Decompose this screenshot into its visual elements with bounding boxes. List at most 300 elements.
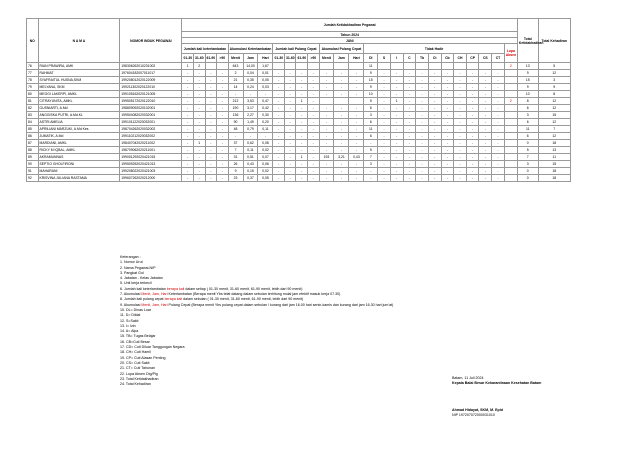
table-row [27,119,601,126]
table-row [27,140,601,147]
row-absence [466,63,479,70]
row-late-count: - [182,98,194,105]
row-late-count: - [182,126,194,133]
row-late-accum: 0,20 [258,119,273,126]
row-no: 88 [27,147,39,154]
row-late-accum: 0,37 [243,175,258,182]
row-early-accum: 193 [319,154,334,161]
row-total-kehadiran: 8 [538,91,570,98]
row-nip: 199505172020122010 [120,98,182,105]
row-dl: 5 [364,147,378,154]
row-late-accum: 0,08 [258,140,273,147]
row-late-count: - [205,91,217,98]
row-nip: 199105162020121005 [120,91,182,98]
row-absence: - [466,133,479,140]
row-absence: - [378,105,391,112]
row-absence: - [403,77,416,84]
row-early-count: - [284,119,296,126]
row-no: 89 [27,154,39,161]
row-absence: - [466,105,479,112]
row-early-accum: - [319,112,334,119]
row-early-accum: - [349,147,364,154]
row-absence: - [403,133,416,140]
col-total-kehadiran: Total Kehadiran [538,19,570,63]
row-late-count: - [217,70,229,77]
row-no: 80 [27,91,39,98]
row-absence: - [378,140,391,147]
row-late-count: - [205,140,217,147]
row-absence: - [454,175,467,182]
row-early-count: - [307,70,319,77]
legend-text: 9. Akumulasi [120,302,142,307]
row-absence: - [403,161,416,168]
row-late-accum: 2 [228,70,243,77]
legend-item [120,303,393,308]
legend-item: 3. Pangkat Gol [120,270,144,275]
row-absence: - [479,126,492,133]
row-early-accum: 0,43 [349,154,364,161]
row-late-accum: 7 [228,147,243,154]
row-late-count: - [182,77,194,84]
row-early-count: - [284,147,296,154]
row-total-ketidakhadiran: 13 [517,63,538,70]
row-nama: MELYANA, SKM [38,84,120,91]
subhead-late-range: 61-90 [205,54,217,63]
row-lupa-absen: 2 [504,63,517,70]
row-early-count: - [296,168,308,175]
row-early-count [273,63,285,70]
row-early-accum: - [349,77,364,84]
legend-item: 22. Lupa Absen Dtg/Plg [120,371,158,376]
row-lupa-absen [504,140,517,147]
legend-item: 15. TB= Tugas Belajar [120,334,156,339]
legend-item: 11. D= Diklat [120,313,141,318]
row-late-accum: 0,07 [258,154,273,161]
row-late-count: - [182,119,194,126]
row-early-accum: - [349,168,364,175]
row-absence: - [454,84,467,91]
legend-item: 16. CB=Cuti Besar [120,339,150,344]
row-early-count: - [307,168,319,175]
row-absence: - [428,147,441,154]
row-absence: - [390,112,403,119]
row-early-count: - [307,77,319,84]
row-nama: MEGGI LAKERPI, AMKL [38,91,120,98]
row-total-kehadiran: 18 [538,175,570,182]
row-late-count: - [193,119,205,126]
row-early-count: - [284,161,296,168]
row-lupa-absen [504,70,517,77]
row-absence: - [416,70,429,77]
row-absence: - [416,161,429,168]
row-absence: - [428,133,441,140]
row-nama: RIAN PRAWIRA, AMK [38,63,120,70]
row-absence: - [479,154,492,161]
row-early-count: - [284,105,296,112]
signature-nip: NIP 197207072000031010 [452,412,495,417]
row-late-count [205,63,217,70]
row-absence: - [378,119,391,126]
row-absence: - [390,168,403,175]
row-late-count: - [205,119,217,126]
row-absence: - [492,140,505,147]
row-total-kehadiran: 7 [538,126,570,133]
row-no: 84 [27,119,39,126]
row-early-count: - [296,147,308,154]
row-absence: - [441,119,454,126]
legend-text: 7. Akumulasi [120,292,142,297]
row-absence: - [479,119,492,126]
subhead-absence-type: Cb [441,54,454,63]
row-absence: - [403,140,416,147]
row-nama: RAHMAT [38,70,120,77]
row-dl: 6 [364,119,378,126]
row-early-count: - [307,175,319,182]
subhead-late-range: 31-60 [193,54,205,63]
table-row [27,112,601,119]
row-early-count: - [273,98,285,105]
row-absence: - [378,77,391,84]
row-absence [378,63,391,70]
row-early-count: - [296,112,308,119]
row-late-count: - [217,105,229,112]
row-absence: - [492,105,505,112]
row-dl: - [364,175,378,182]
row-late-count: - [217,84,229,91]
row-early-accum: - [319,126,334,133]
row-late-accum: 0,05 [258,175,273,182]
row-early-count: - [307,84,319,91]
row-absence: - [441,98,454,105]
row-absence: - [378,91,391,98]
row-total-kehadiran: 12 [538,119,570,126]
row-early-count: - [273,147,285,154]
legend-item: 24. Total Kehadiran [120,382,151,387]
row-absence: - [416,154,429,161]
row-early-count: - [296,70,308,77]
row-no: 79 [27,84,39,91]
row-absence: - [428,175,441,182]
row-early-count: - [273,112,285,119]
row-total-ketidakhadiran: 15 [517,77,538,84]
row-absence: - [390,175,403,182]
col-tidak-hadir: Tidak Hadir [364,44,504,54]
row-dl: - [364,140,378,147]
row-late-accum: 0,47 [258,98,273,105]
legend-item: 14. A= Alpa [120,329,139,334]
row-absence: - [492,84,505,91]
legend-text: Pulang Cepat (Berapa menit Ybs pulang cepat dalam sebulan / kurang dari jam 16.00 hari senin-kamis dan kurang dari jam 16.30 hari jum'at) [167,302,394,307]
row-nip: 199607262020212000 [120,175,182,182]
row-absence: - [479,98,492,105]
row-late-accum: 0,24 [243,84,258,91]
row-absence [479,63,492,70]
row-late-count: - [205,77,217,84]
row-absence: - [441,147,454,154]
row-late-count: - [217,161,229,168]
row-absence: - [390,84,403,91]
row-late-count: - [217,77,229,84]
row-nip: 199110212020032002 [120,133,182,140]
row-late-count: - [193,98,205,105]
row-early-count: - [307,98,319,105]
row-lupa-absen [504,161,517,168]
row-early-count: - [307,147,319,154]
row-early-accum: - [319,168,334,175]
table-row [27,154,601,161]
row-late-accum: 2,27 [243,112,258,119]
row-absence: - [390,147,403,154]
row-absence: - [454,98,467,105]
row-absence: - [416,112,429,119]
row-late-count: - [205,112,217,119]
col-akumulasi-pulang: Akumulasi Pulang Cepat [319,44,364,54]
row-no: 91 [27,168,39,175]
row-no: 83 [27,112,39,119]
row-nip: 199101122020032001 [120,119,182,126]
row-early-count: - [273,70,285,77]
row-absence: - [390,140,403,147]
row-absence: - [403,70,416,77]
row-absence: - [479,161,492,168]
row-early-count: - [284,140,296,147]
row-absence: - [454,161,467,168]
row-late-accum: 0,05 [258,77,273,84]
row-late-count: - [193,84,205,91]
row-late-accum: - [243,91,258,98]
row-lupa-absen [504,112,517,119]
row-absence: - [403,154,416,161]
row-lupa-absen [504,133,517,140]
row-absence: - [441,175,454,182]
row-dl: 9 [364,84,378,91]
row-total-kehadiran: 12 [538,70,570,77]
row-late-count: - [217,126,229,133]
row-early-accum: - [349,175,364,182]
row-absence: - [403,168,416,175]
row-dl: 11 [364,63,378,70]
row-late-count: - [217,168,229,175]
row-late-accum: 0,35 [243,77,258,84]
row-absence: - [479,175,492,182]
row-late-count: - [193,77,205,84]
row-absence: - [466,98,479,105]
row-total-kehadiran: 3 [538,77,570,84]
row-absence: - [492,119,505,126]
legend-item: 13. I= Izin [120,323,136,328]
row-early-count: - [307,133,319,140]
table-row [27,105,601,112]
row-late-accum: 0,04 [243,70,258,77]
col-nama: N A M A [38,19,120,63]
row-absence: - [492,126,505,133]
row-total-ketidakhadiran: 11 [517,126,538,133]
row-early-count: - [273,77,285,84]
row-absence: - [416,140,429,147]
row-early-accum: - [334,175,349,182]
subhead-absence-type: I [390,54,403,63]
subhead-late-unit: Menit [228,54,243,63]
row-nama: SYAFRAITUL HUSNA,SKM [38,77,120,84]
row-late-count: - [217,140,229,147]
row-absence: - [416,175,429,182]
row-late-count: - [182,154,194,161]
row-total-ketidakhadiran: 6 [517,133,538,140]
row-late-count: - [182,105,194,112]
row-late-accum: - [228,91,243,98]
row-late-count: - [182,140,194,147]
row-late-accum: - [258,133,273,140]
row-early-accum: - [319,91,334,98]
row-nama: MARDIANI, AMKL [38,140,120,147]
row-late-accum: 0,79 [243,126,258,133]
row-absence: - [466,168,479,175]
signature-position: Kepala Balai Besar Kekarantinaan Kesehatan Batam [452,381,542,386]
attendance-table [26,18,601,182]
row-nip: 198809092020102001 [120,105,182,112]
row-early-count: - [284,112,296,119]
row-absence: - [466,147,479,154]
row-late-count: - [182,112,194,119]
row-late-count: - [205,133,217,140]
row-absence: - [428,112,441,119]
row-late-count [217,63,229,70]
row-absence [416,63,429,70]
row-total-ketidakhadiran: 3 [517,112,538,119]
row-early-count: - [273,140,285,147]
row-nama: KRISVINA JULIANA RASTAMA [38,175,120,182]
row-absence: - [479,140,492,147]
row-absence: - [428,168,441,175]
row-absence: - [428,84,441,91]
row-absence: - [466,84,479,91]
legend-text: dalam sebulan ( 01-30 menit, 31-60 menit, 61-90 menit, lebih dari 90 menit) [182,297,304,302]
row-absence: - [441,70,454,77]
row-absence: - [441,168,454,175]
table-row [27,161,601,168]
row-nama: MAHARANI [38,168,120,175]
row-dl: 6 [364,105,378,112]
row-lupa-absen [504,175,517,182]
row-absence: - [378,70,391,77]
row-early-accum: - [349,84,364,91]
row-absence: - [441,140,454,147]
row-late-count: 2 [193,63,205,70]
legend-item: 12. S=Sakit [120,318,139,323]
row-absence: - [428,70,441,77]
row-early-accum: - [334,126,349,133]
row-late-accum: 0,51 [243,154,258,161]
row-dl: - [364,168,378,175]
row-early-count [307,63,319,70]
row-early-accum: - [319,70,334,77]
row-absence: - [492,175,505,182]
col-akumulasi-terlambat: Akumulasi Keterlambatan [228,44,273,54]
row-early-count: - [284,84,296,91]
month-label: JUNI [182,38,517,44]
row-absence: - [479,168,492,175]
row-early-count: - [273,119,285,126]
row-early-count [284,63,296,70]
row-late-count: - [182,161,194,168]
row-late-accum: 212 [228,98,243,105]
row-no: 90 [27,161,39,168]
subhead-absence-type: S [378,54,391,63]
subhead-early-range: 31-60 [284,54,296,63]
row-late-count: - [193,154,205,161]
row-absence: - [416,91,429,98]
signature-name: Ahmad Hidayat, SKM, M. Epid [452,407,503,412]
row-late-count: - [193,161,205,168]
row-late-count: - [182,70,194,77]
row-no: 76 [27,63,39,70]
row-lupa-absen [504,91,517,98]
row-late-accum: 1,49 [243,119,258,126]
row-no: 78 [27,77,39,84]
legend-item: 19. CP= Cuti Alasan Penting [120,355,166,360]
row-early-count: - [296,133,308,140]
row-absence: - [416,168,429,175]
row-early-accum: - [334,70,349,77]
col-pulang-cepat: Jumlah kali Pulang Cepat [273,44,319,54]
row-absence: - [466,119,479,126]
row-late-accum: 0,43 [243,161,258,168]
row-late-count: - [205,175,217,182]
row-absence: - [416,105,429,112]
row-absence: - [492,168,505,175]
signature-block [452,376,541,418]
row-absence: - [479,112,492,119]
subhead-early-unit: Jam [334,54,349,63]
row-early-count: - [273,84,285,91]
row-early-accum: - [334,91,349,98]
row-late-accum: 0,03 [258,84,273,91]
legend-item: 4. Jabatan - Kelas Jabatan [120,276,163,281]
row-absence: - [428,140,441,147]
row-absence: - [492,91,505,98]
row-total-kehadiran: 5 [538,63,570,70]
row-no: 87 [27,140,39,147]
legend-highlight: Menit, Jam, Hari [141,292,168,297]
row-late-count: - [193,126,205,133]
row-nip: 199504082020032001 [120,112,182,119]
row-absence: - [492,147,505,154]
row-early-count: - [273,168,285,175]
row-late-count: - [193,168,205,175]
row-late-accum: 3,17 [243,105,258,112]
row-early-accum: - [334,133,349,140]
row-total-kehadiran: 12 [538,105,570,112]
row-absence: - [403,98,416,105]
row-absence: - [441,133,454,140]
row-absence: - [378,154,391,161]
subhead-early-unit: Menit [319,54,334,63]
row-nama: SEPTIO GHOLFIRONI [38,161,120,168]
row-dl: 6 [364,133,378,140]
row-absence: - [466,140,479,147]
subhead-absence-type: Tb [416,54,429,63]
row-total-kehadiran: 15 [538,112,570,119]
row-early-count: - [307,119,319,126]
row-nama: CITRAYUNITA, AMKL [38,98,120,105]
subhead-absence-type: Dl [364,54,378,63]
row-absence: - [441,126,454,133]
row-late-count: - [217,119,229,126]
row-early-count: - [296,161,308,168]
row-late-count: - [205,98,217,105]
row-late-accum: 21 [228,77,243,84]
row-absence: - [492,77,505,84]
